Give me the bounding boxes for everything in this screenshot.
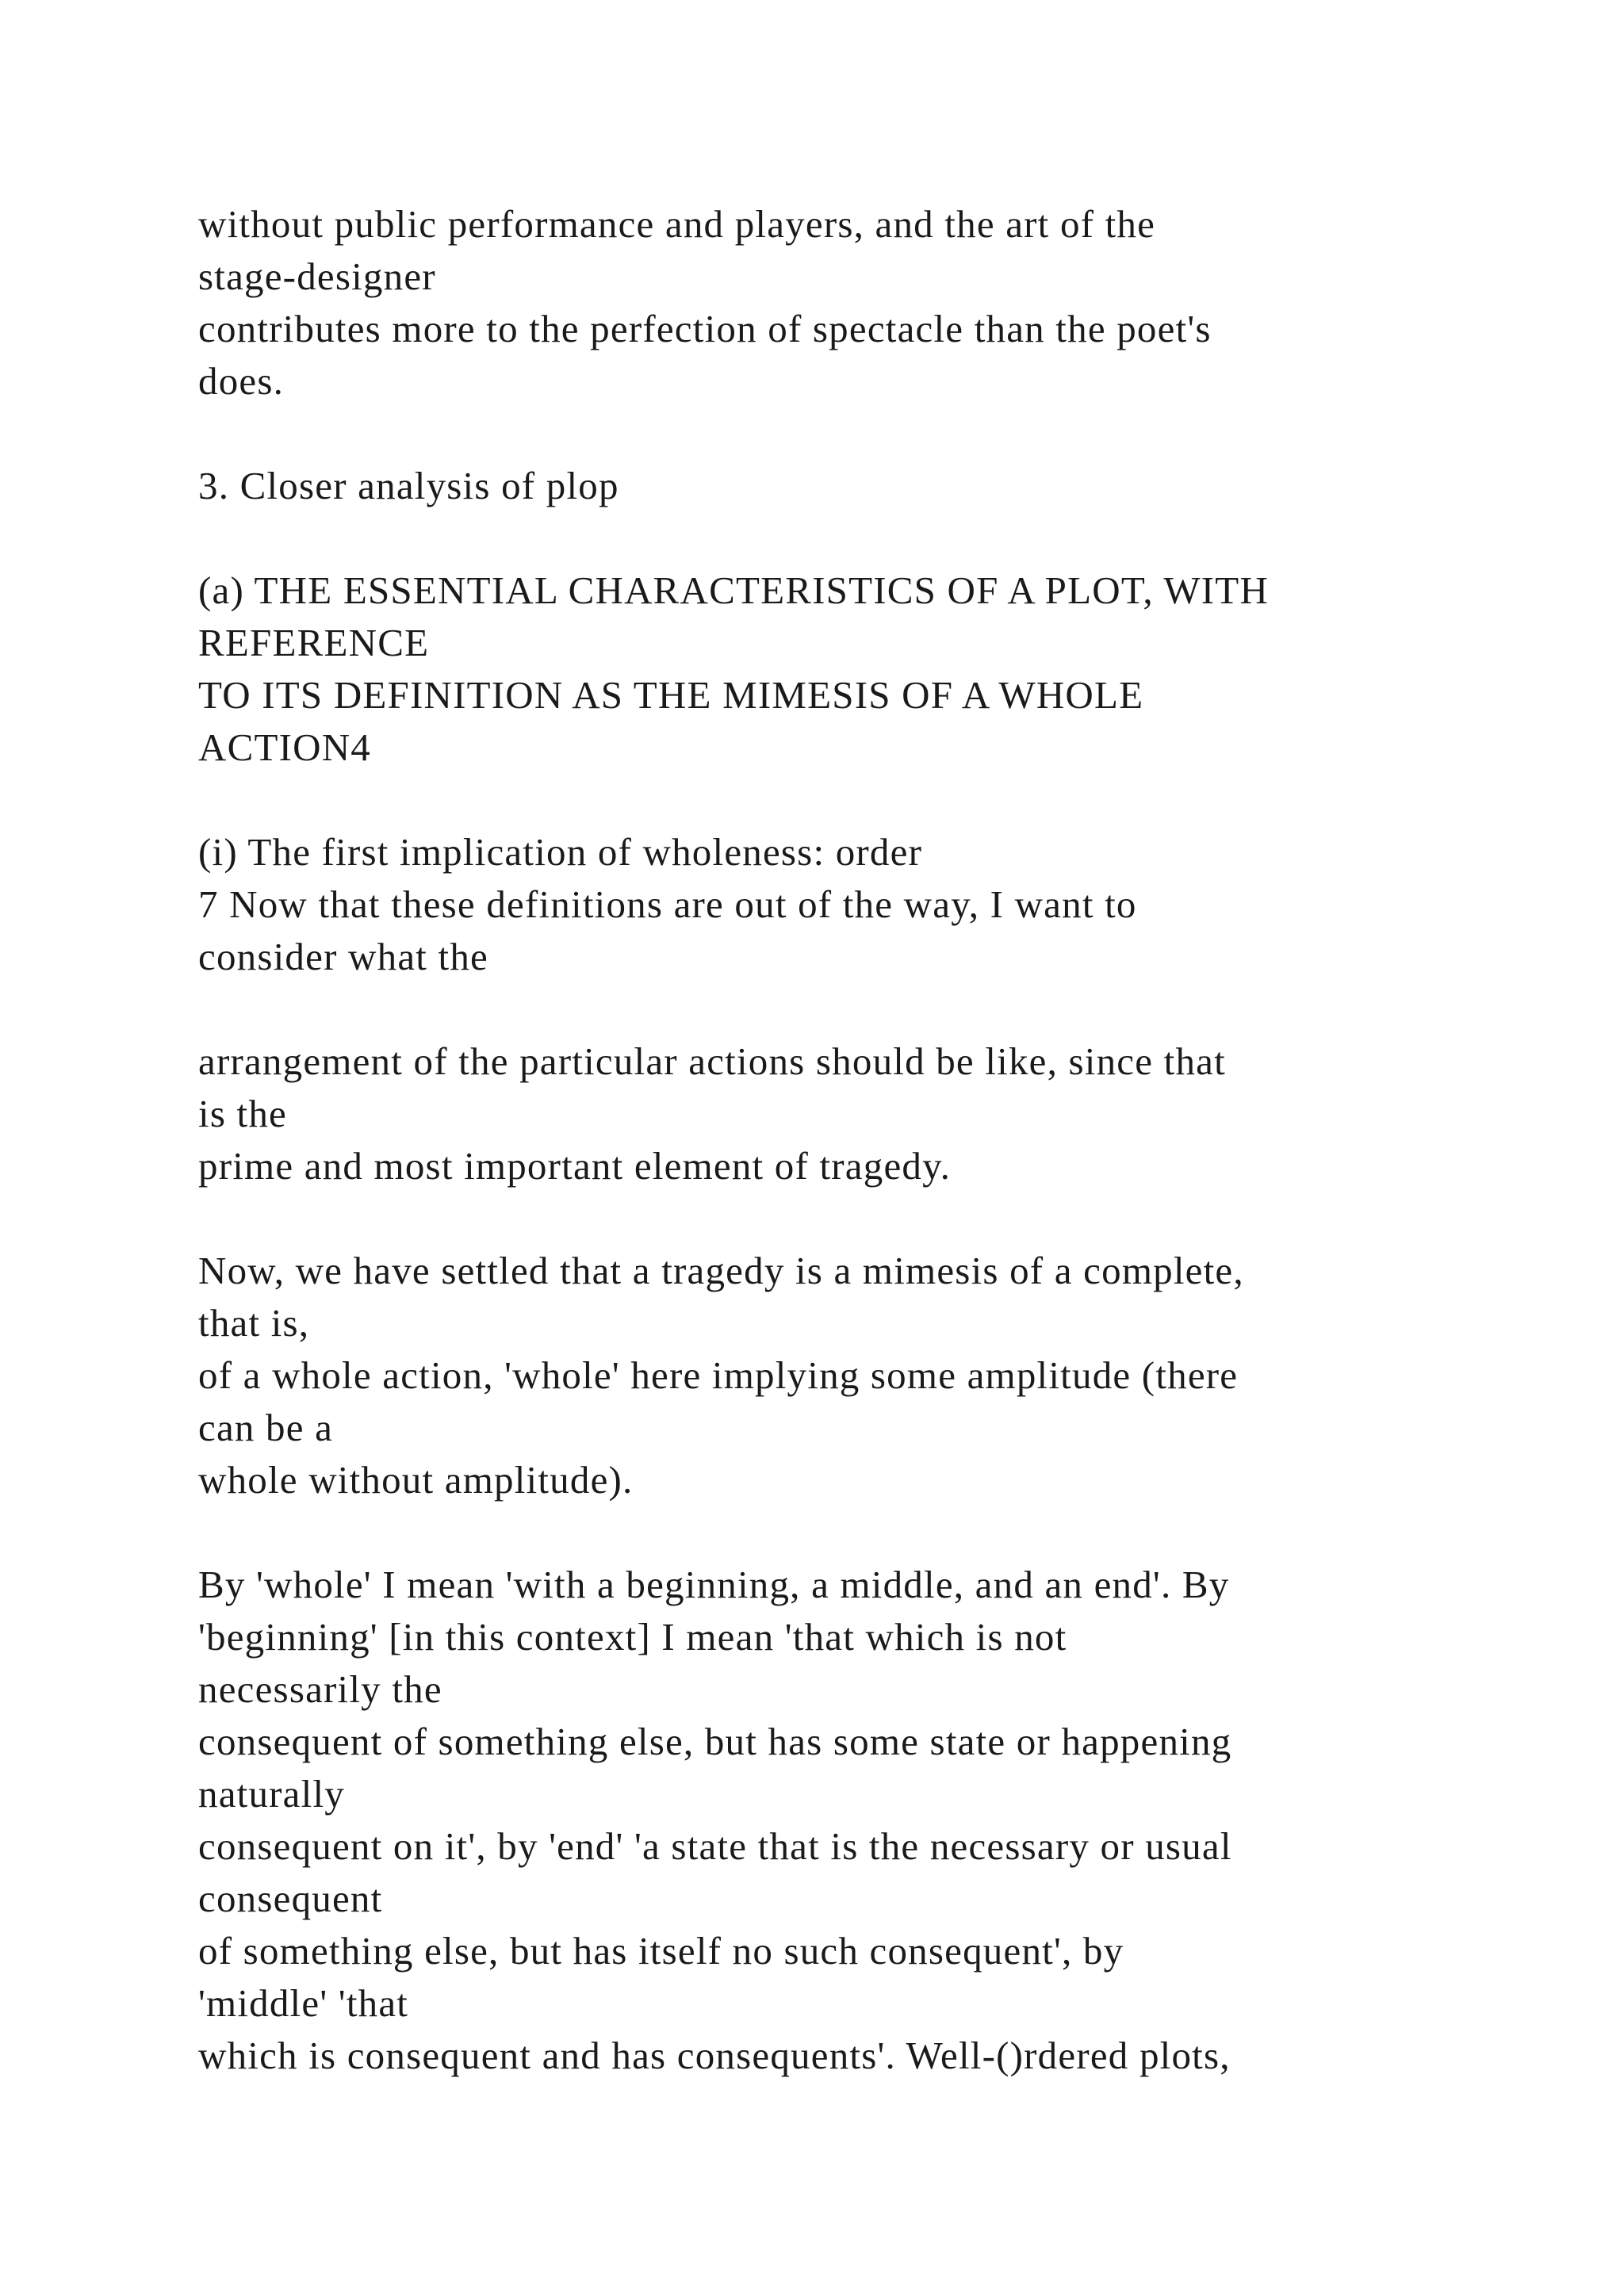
text-line: of a whole action, 'whole' here implying some amplitude (there: [198, 1353, 1239, 1397]
text-line: 'middle' 'that: [198, 1981, 409, 2025]
text-line: which is consequent and has consequents'. Well-()rdered plots,: [198, 2034, 1231, 2077]
subsection-heading: [198, 564, 1499, 774]
text-line: necessarily the: [198, 1667, 442, 1711]
paragraph-gap: [198, 774, 1499, 826]
text-line: Now, we have settled that a tragedy is a mimesis of a complete,: [198, 1249, 1244, 1292]
text-line: naturally: [198, 1772, 345, 1816]
text-line: consequent of something else, but has some state or happening: [198, 1720, 1232, 1763]
text-line: contributes more to the perfection of spectacle than the poet's: [198, 307, 1212, 350]
text-line: ACTION4: [198, 725, 371, 769]
section-heading: [198, 460, 1499, 512]
document-body: [198, 198, 1499, 2082]
text-line: whole without amplitude).: [198, 1458, 634, 1502]
text-line: (a) THE ESSENTIAL CHARACTERISTICS OF A PLOT, WITH: [198, 568, 1270, 612]
text-line: 'beginning' [in this context] I mean 'that which is not: [198, 1615, 1067, 1659]
text-line: without public performance and players, and the art of the: [198, 202, 1156, 246]
paragraph-gap: [198, 1192, 1499, 1245]
text-line: arrangement of the particular actions should be like, since that: [198, 1039, 1226, 1083]
paragraph: [198, 1245, 1499, 1506]
text-line: stage-designer: [198, 254, 436, 298]
text-line: is the: [198, 1092, 287, 1135]
paragraph: [198, 1035, 1499, 1192]
text-line: consider what the: [198, 935, 489, 978]
text-line: does.: [198, 359, 285, 403]
text-line: By 'whole' I mean 'with a beginning, a middle, and an end'. By: [198, 1563, 1230, 1606]
text-line: consequent on it', by 'end' 'a state that is the necessary or usual: [198, 1824, 1232, 1868]
text-line: REFERENCE: [198, 621, 430, 664]
paragraph: [198, 826, 1499, 983]
text-line: 3. Closer analysis of plop: [198, 464, 619, 507]
text-line: can be a: [198, 1406, 334, 1449]
paragraph-gap: [198, 983, 1499, 1035]
text-line: of something else, but has itself no such consequent', by: [198, 1929, 1124, 1973]
text-line: 7 Now that these definitions are out of the way, I want to: [198, 882, 1137, 926]
text-line: that is,: [198, 1301, 310, 1345]
paragraph: [198, 198, 1499, 408]
paragraph-gap: [198, 1506, 1499, 1559]
text-line: consequent: [198, 1877, 383, 1920]
text-line: (i) The first implication of wholeness: order: [198, 830, 923, 874]
text-line: TO ITS DEFINITION AS THE MIMESIS OF A WHOLE: [198, 673, 1144, 717]
paragraph-gap: [198, 408, 1499, 460]
paragraph: [198, 1559, 1499, 2082]
text-line: prime and most important element of tragedy.: [198, 1144, 952, 1188]
paragraph-gap: [198, 512, 1499, 564]
